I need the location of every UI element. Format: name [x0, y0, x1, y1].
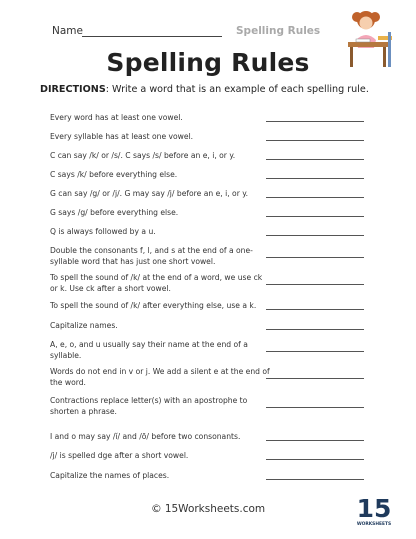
copyright-icon: © — [150, 502, 162, 515]
rule-text: Q is always followed by a u. — [50, 227, 156, 236]
directions-label: DIRECTIONS — [40, 84, 106, 95]
footer-site: 15Worksheets.com — [164, 503, 266, 515]
header-subtitle: Spelling Rules — [236, 25, 321, 37]
rule-text: Contractions replace letter(s) with an apostrophe to shorten a phrase. — [50, 396, 248, 416]
answer-line[interactable] — [266, 121, 364, 122]
rule-text: To spell the sound of /k/ at the end of a word, we use ck or k. Use ck after a short vowel. — [50, 273, 263, 293]
page-title: Spelling Rules — [106, 48, 310, 77]
rule-text: Capitalize names. — [50, 321, 118, 330]
answer-line[interactable] — [266, 216, 364, 217]
rule-text: Double the consonants f, l, and s at the end of a one-syllable word that has just one short vowel. — [50, 246, 253, 266]
name-label: Name — [52, 25, 83, 37]
rule-text: A, e, o, and u usually say their name at the end of a syllable. — [50, 340, 248, 360]
name-field-line[interactable] — [82, 36, 222, 37]
answer-line[interactable] — [266, 459, 364, 460]
rule-text: To spell the sound of /k/ after everything else, use a k. — [50, 301, 257, 310]
rule-text: Capitalize the names of places. — [50, 471, 170, 480]
answer-line[interactable] — [266, 235, 364, 236]
answer-line[interactable] — [266, 351, 364, 352]
answer-line[interactable] — [266, 440, 364, 441]
rule-text: C can say /k/ or /s/. C says /s/ before an e, i, or y. — [50, 151, 236, 160]
rule-text: Every syllable has at least one vowel. — [50, 132, 194, 141]
answer-line[interactable] — [266, 479, 364, 480]
answer-line[interactable] — [266, 140, 364, 141]
rule-text: /j/ is spelled dge after a short vowel. — [50, 451, 189, 460]
answer-line[interactable] — [266, 257, 364, 258]
answer-line[interactable] — [266, 407, 364, 408]
answer-line[interactable] — [266, 178, 364, 179]
answer-line[interactable] — [266, 378, 364, 379]
rule-text: C says /k/ before everything else. — [50, 170, 178, 179]
rule-text: Words do not end in v or j. We add a silent e at the end of the word. — [50, 367, 270, 387]
answer-line[interactable] — [266, 284, 364, 285]
rule-text: I and o may say /ĭ/ and /ō/ before two consonants. — [50, 432, 241, 441]
answer-line[interactable] — [266, 329, 364, 330]
footer — [0, 502, 416, 515]
answer-line[interactable] — [266, 159, 364, 160]
logo-caption: WORKSHEETS — [357, 522, 391, 527]
directions — [40, 84, 390, 95]
rule-text: G says /g/ before everything else. — [50, 208, 179, 217]
logo-number: 15 — [357, 494, 391, 523]
rule-text: Every word has at least one vowel. — [50, 113, 183, 122]
rule-text: G can say /g/ or /j/. G may say /j/ before an e, i, or y. — [50, 189, 249, 198]
directions-text: : Write a word that is an example of each spelling rule. — [105, 84, 369, 95]
answer-line[interactable] — [266, 197, 364, 198]
answer-line[interactable] — [266, 309, 364, 310]
15worksheets-logo — [357, 493, 391, 527]
